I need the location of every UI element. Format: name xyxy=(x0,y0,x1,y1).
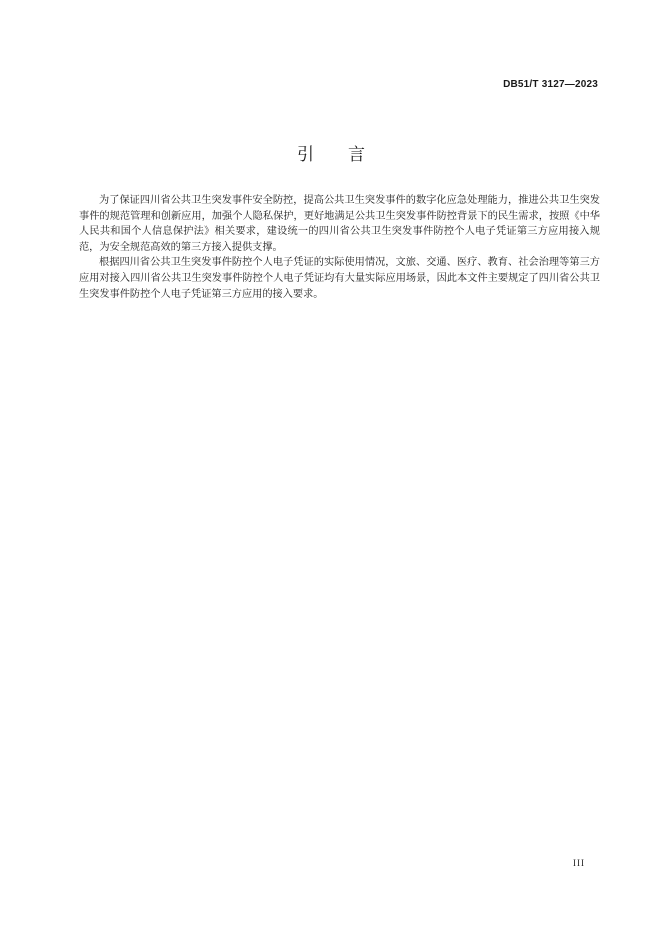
document-code: DB51/T 3127—2023 xyxy=(503,79,598,90)
page-number: III xyxy=(573,858,585,868)
paragraph-1: 为了保证四川省公共卫生突发事件安全防控，提高公共卫生突发事件的数字化应急处理能力，推进公共卫生突发事件的规范管理和创新应用，加强个人隐私保护，更好地满足公共卫生突发事件防控背景下的民生需求，按照《中华人民共和国个人信息保护法》相关要求，建设统一的四川省公共卫生突发事件防控个人电子凭证第三方应用接入规范，为安全规范高效的第三方接入提供支撑。 xyxy=(79,195,600,253)
body-text xyxy=(79,193,600,302)
paragraph-2: 根据四川省公共卫生突发事件防控个人电子凭证的实际使用情况，文旅、交通、医疗、教育、社会治理等第三方应用对接入四川省公共卫生突发事件防控个人电子凭证均有大量实际应用场景，因此本文件主要规定了四川省公共卫生突发事件防控个人电子凭证第三方应用的接入要求。 xyxy=(79,257,600,300)
page-title: 引言 xyxy=(297,145,399,165)
